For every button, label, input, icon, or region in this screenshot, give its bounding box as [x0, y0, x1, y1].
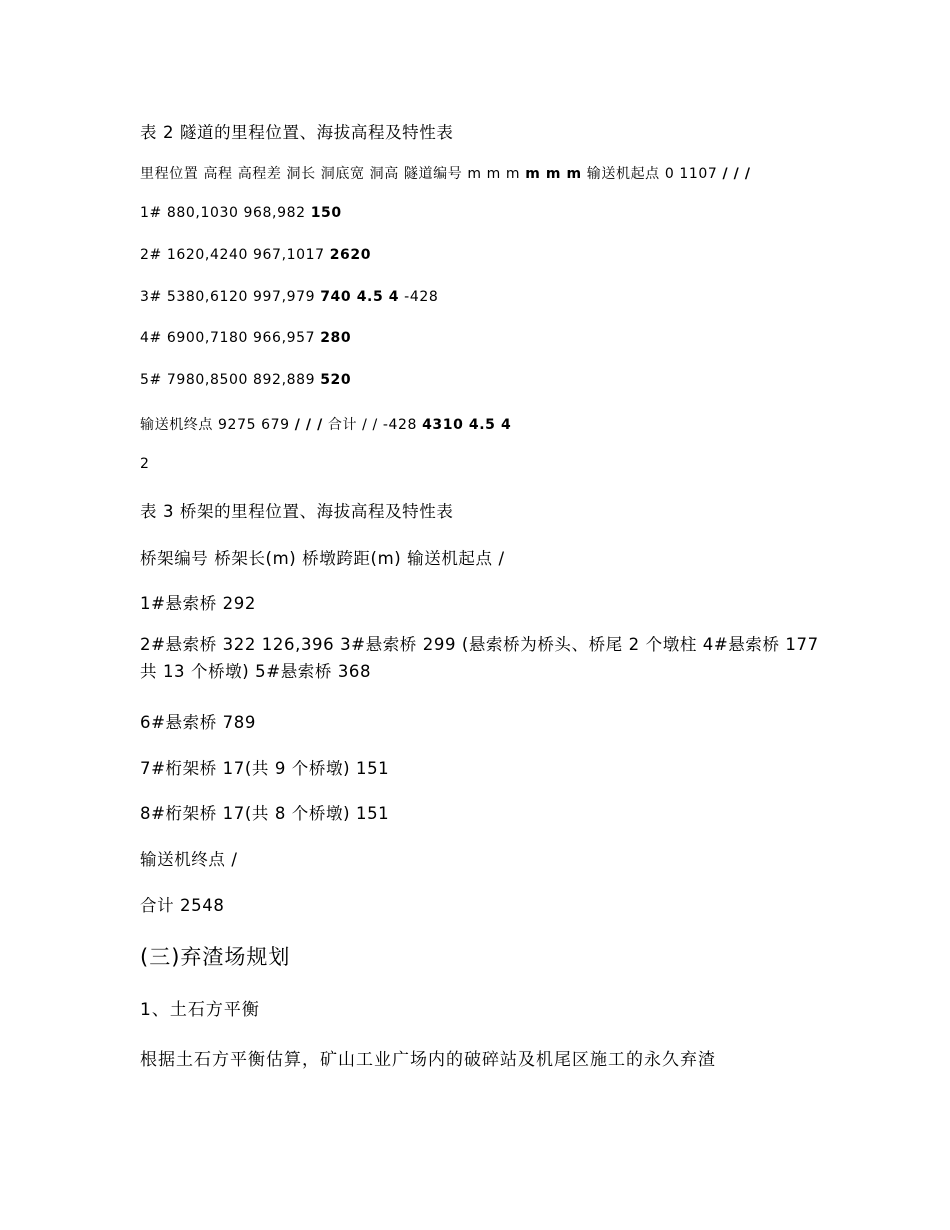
table2-row: [140, 247, 371, 263]
table3-row: 8#桁架桥 17(共 8 个桥墩) 151: [140, 804, 390, 823]
row-length: 520: [320, 372, 352, 388]
table2-header: [140, 163, 751, 183]
table2-header-mid: 输送机起点 0 1107: [581, 166, 723, 182]
table3-row: 7#桁架桥 17(共 9 个桥墩) 151: [140, 759, 390, 778]
end-mid: 合计 / / -428: [322, 417, 423, 433]
table2-header-tail: / / /: [722, 166, 751, 182]
end-text: 输送机终点 9275 679: [140, 417, 295, 433]
section-heading: (三)弃渣场规划: [140, 945, 291, 969]
end-bold1: / / /: [294, 417, 323, 433]
row-length: 280: [320, 330, 352, 346]
page-number: 2: [140, 456, 150, 472]
row-length: 150: [310, 205, 342, 221]
table3-row: 输送机终点 /: [140, 850, 238, 869]
table3-row: 合计 2548: [140, 896, 225, 915]
table2-row: [140, 372, 351, 388]
table3-row: 2#悬索桥 322 126,396 3#悬索桥 299 (悬索桥为桥头、桥尾 2 个墩柱 4#悬索桥 177 共 13 个桥墩) 5#悬索桥 368: [140, 635, 819, 681]
table3-row: 1#悬索桥 292: [140, 594, 256, 613]
table3-title: 表 3 桥架的里程位置、海拔高程及特性表: [140, 502, 454, 521]
row-text: 5# 7980,8500 892,889: [140, 372, 321, 388]
table2-header-units: m m m: [525, 166, 582, 182]
table2-row: [140, 205, 342, 221]
table3-header: 桥架编号 桥架长(m) 桥墩跨距(m) 输送机起点 /: [140, 549, 505, 568]
row-length: 740 4.5 4: [320, 289, 400, 305]
row-length: 2620: [329, 247, 372, 263]
row-tail: -428: [399, 289, 439, 305]
table3-row: 6#悬索桥 789: [140, 713, 256, 732]
table2-end-row: [140, 414, 511, 434]
end-bold2: 4310 4.5 4: [422, 417, 512, 433]
table2-header-text: 里程位置 高程 高程差 洞长 洞底宽 洞高 隧道编号 m m m: [140, 166, 526, 182]
table2-title: 表 2 隧道的里程位置、海拔高程及特性表: [140, 123, 454, 142]
table2-row: [140, 289, 438, 305]
table2-row: [140, 330, 351, 346]
row-text: 1# 880,1030 968,982: [140, 205, 311, 221]
row-text: 4# 6900,7180 966,957: [140, 330, 321, 346]
section-paragraph: 根据土石方平衡估算，矿山工业广场内的破碎站及机尾区施工的永久弃渣: [140, 1050, 716, 1070]
row-text: 3# 5380,6120 997,979: [140, 289, 321, 305]
section-subheading: 1、土石方平衡: [140, 1000, 260, 1020]
row-text: 2# 1620,4240 967,1017: [140, 247, 330, 263]
